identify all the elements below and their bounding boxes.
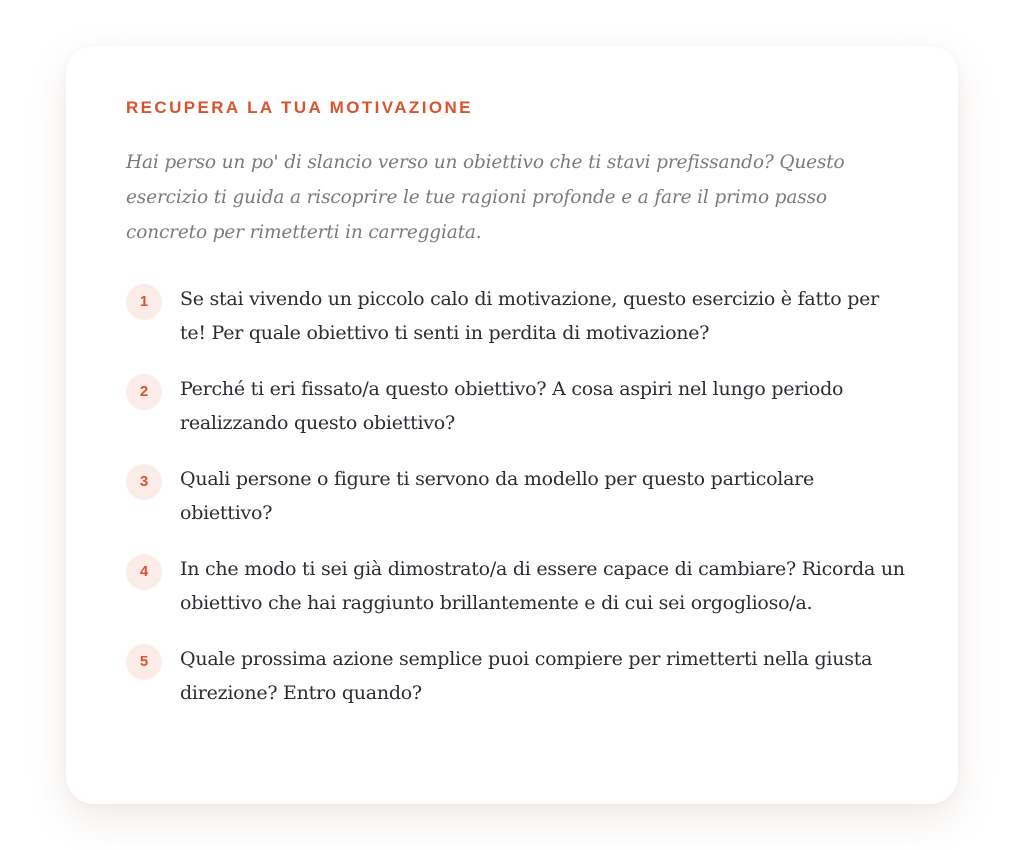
card-intro-text: Hai perso un po' di slancio verso un obiettivo che ti stavi prefissando? Questo esercizio ti guida a riscoprire le tue ragioni profonde e a fare il primo passo concreto per rimetterti in carreggiata. [126, 152, 845, 243]
step-text: Perché ti eri fissato/a questo obiettivo? A cosa aspiri nel lungo periodo realizzando questo obiettivo? [180, 378, 844, 434]
step-text: Quale prossima azione semplice puoi compiere per rimetterti nella giusta direzione? Entro quando? [180, 648, 873, 704]
card-eyebrow-title: RECUPERA LA TUA MOTIVAZIONE [126, 98, 473, 117]
step-item [126, 372, 906, 442]
step-number-badge: 3 [126, 464, 162, 500]
step-number-badge: 4 [126, 554, 162, 590]
step-text: In che modo ti sei già dimostrato/a di essere capace di cambiare? Ricorda un obiettivo che hai raggiunto brillantemente e di cui sei orgoglioso/a. [180, 558, 905, 614]
step-item [126, 462, 906, 532]
step-text: Se stai vivendo un piccolo calo di motivazione, questo esercizio è fatto per te! Per quale obiettivo ti senti in perdita di motivazione? [180, 288, 879, 344]
step-number-badge: 1 [126, 284, 162, 320]
step-number-badge: 5 [126, 644, 162, 680]
steps-list [126, 282, 906, 732]
step-text: Quali persone o figure ti servono da modello per questo particolare obiettivo? [180, 468, 815, 524]
step-item [126, 642, 906, 712]
step-item [126, 552, 906, 622]
step-number-badge: 2 [126, 374, 162, 410]
exercise-card [66, 46, 958, 804]
step-item [126, 282, 906, 352]
